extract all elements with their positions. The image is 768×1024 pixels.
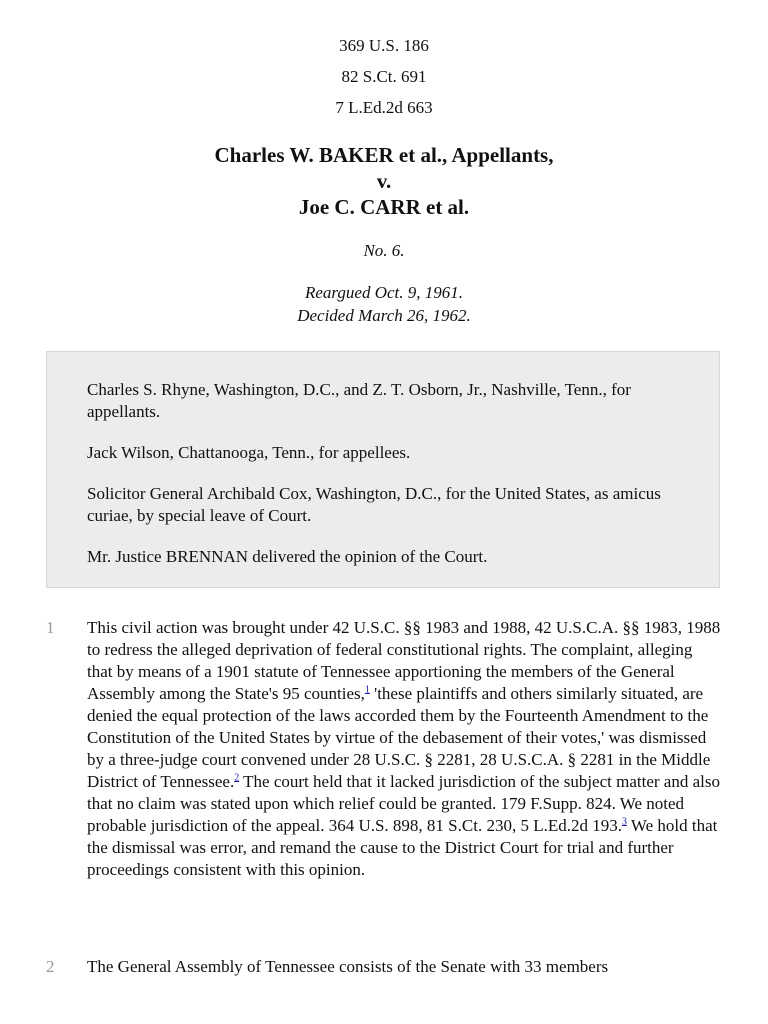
paragraph-text: The General Assembly of Tennessee consists of the Senate with 33 members — [87, 957, 609, 976]
counsel-appellants: Charles S. Rhyne, Washington, D.C., and Z. T. Osborn, Jr., Nashville, Tenn., for appellants. — [87, 380, 631, 421]
docket-number: No. 6. — [363, 241, 405, 260]
paragraph-text-segment: We hold that the dismissal was error, and remand the cause to the District Court for trial and further proceedings consistent with this opinion. — [87, 816, 718, 879]
case-title-versus: v. — [376, 169, 392, 193]
counsel-box — [46, 351, 720, 588]
paragraph-number: 2 — [46, 957, 55, 976]
decided-date: Decided March 26, 1962. — [297, 306, 471, 325]
paragraph-text-segment: This civil action was brought under 42 U.S.C. §§ 1983 and 1988, 42 U.S.C.A. §§ 1983, 1988 to redress the alleged deprivation of federal constitutional rights. The complaint, alleging that by means of a 1901 statute of Tennessee apportioning the members of the General Assembly among the State's 95 counties, — [87, 618, 721, 703]
citation-lawyers-edition: 7 L.Ed.2d 663 — [335, 98, 433, 117]
citation-block — [0, 0, 768, 123]
reargued-date: Reargued Oct. 9, 1961. — [304, 283, 463, 302]
counsel-appellees: Jack Wilson, Chattanooga, Tenn., for appellees. — [87, 443, 411, 462]
opinion-author: Mr. Justice BRENNAN delivered the opinion of the Court. — [87, 547, 488, 566]
paragraph-number: 1 — [46, 618, 55, 637]
footnote-link-3[interactable]: 3 — [621, 816, 627, 828]
case-dates — [0, 281, 768, 327]
case-title — [0, 142, 768, 220]
citation-supreme-court-reporter: 82 S.Ct. 691 — [341, 67, 427, 86]
footnote-link-2[interactable]: 2 — [234, 772, 240, 784]
citation-us-reports: 369 U.S. 186 — [339, 36, 429, 55]
counsel-amicus: Solicitor General Archibald Cox, Washington, D.C., for the United States, as amicus curiae, by special leave of Court. — [87, 484, 661, 525]
paragraph-text-segment: The court held that it lacked jurisdiction of the subject matter and also that no claim was stated upon which relief could be granted. 179 F.Supp. 824. We noted probable jurisdiction of the appeal. 364 U.S. 898, 81 S.Ct. 230, 5 L.Ed.2d 193. — [87, 772, 720, 835]
paragraph-text — [87, 617, 722, 881]
case-title-appellees: Joe C. CARR et al. — [298, 195, 470, 219]
footnote-link-1[interactable]: 1 — [364, 684, 370, 696]
case-title-appellants: Charles W. BAKER et al., Appellants, — [214, 143, 554, 167]
paragraph-text-segment: 'these plaintiffs and others similarly situated, are denied the equal protection of the laws accorded them by the Fourteenth Amendment to the Constitution of the United States by virtue of the debasement of their votes,' was dismissed by a three-judge court convened under 28 U.S.C. § 2281, 28 U.S.C.A. § 2281 in the Middle District of Tennessee. — [87, 684, 711, 791]
